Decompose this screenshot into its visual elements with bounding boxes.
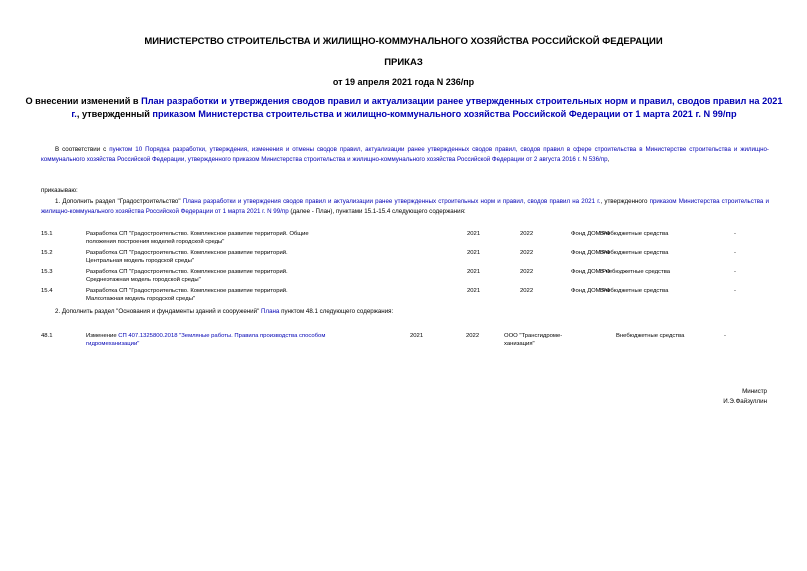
item-2-plan-link[interactable]: Плана bbox=[261, 308, 280, 315]
row-number: 15.3 bbox=[41, 269, 53, 275]
row-organization: Фонд ДОМ.РФ bbox=[571, 288, 611, 294]
row-funding: Внебюджетные средства bbox=[616, 333, 685, 339]
row-name: Разработка СП "Градостроительство. Комплексное развитие территорий. Общие положения построения моделей городской среды" bbox=[86, 231, 309, 246]
signature-name: И.Э.Файзуллин bbox=[723, 398, 767, 405]
row-dash: - bbox=[734, 250, 736, 256]
item-1-prefix: 1. Дополнить раздел "Градостроительство" bbox=[55, 198, 183, 205]
table-row bbox=[41, 332, 801, 354]
heading-prefix: О внесении изменений в bbox=[25, 96, 142, 106]
row-dash: - bbox=[734, 288, 736, 294]
row-number: 15.1 bbox=[41, 231, 53, 237]
row-funding: В небюджетные средства bbox=[600, 269, 671, 275]
row-start-year: 2021 bbox=[467, 250, 481, 256]
row-name: Разработка СП "Градостроительство. Комплексное развитие территорий. Малоэтажная модель городской среды" bbox=[86, 288, 288, 303]
row-dash: - bbox=[734, 269, 736, 275]
table-row bbox=[41, 230, 801, 248]
row-end-year: 2022 bbox=[520, 231, 534, 237]
plan-link[interactable]: План разработки и утверждения сводов правил и актуализации ранее утвержденных строительных норм и правил, сводов правил на 2021 г. bbox=[71, 96, 783, 119]
row-organization: Фонд ДОМ.РФ bbox=[571, 250, 611, 256]
basis-suffix: , bbox=[607, 155, 610, 163]
item-1-suffix: (далее - План), пунктами 15.1-15.4 следующего содержания: bbox=[288, 207, 466, 215]
row-funding: Внебюджетные средства bbox=[600, 250, 669, 256]
item-2-suffix: пунктом 48.1 следующего содержания: bbox=[279, 308, 394, 315]
item-1-middle: , утвержденного bbox=[600, 198, 650, 205]
row-name-prefix: Изменение bbox=[86, 333, 119, 339]
row-number: 15.4 bbox=[41, 288, 53, 294]
row-number: 48.1 bbox=[41, 333, 53, 339]
table-row bbox=[41, 287, 801, 305]
basis-prefix: В соответствии с bbox=[55, 146, 110, 153]
row-start-year: 2021 bbox=[467, 231, 481, 237]
row-organization: Фонд ДОМ.РФ bbox=[571, 231, 611, 237]
item-2-paragraph bbox=[55, 308, 393, 315]
row-start-year: 2021 bbox=[467, 288, 481, 294]
row-dash: - bbox=[724, 333, 726, 339]
order-99-link[interactable]: приказом Министерства строительства и жилищно-коммунального хозяйства Российской Федерации от 1 марта 2021 г. N 99/пр bbox=[152, 109, 737, 119]
procedure-link[interactable]: пунктом 10 Порядка разработки, утверждения, изменения и отмены сводов правил, актуализации ранее утвержденных сводов правил, сводов правил в сфере строительства в Министерстве строительства и жилищно-коммунального хозяйства Российской Федерации, утвержденного приказом Министерства строительства и жилищно-коммунального хозяйства Российской Федерации от 2 августа 2016 г. N 536/пр bbox=[41, 146, 769, 163]
row-start-year: 2021 bbox=[410, 333, 424, 339]
row-number: 15.2 bbox=[41, 250, 53, 256]
document-heading bbox=[24, 95, 784, 121]
heading-middle: , утвержденный bbox=[76, 109, 153, 119]
table-row bbox=[41, 268, 801, 286]
orders-word: приказываю: bbox=[41, 187, 78, 194]
row-end-year: 2022 bbox=[520, 269, 534, 275]
row-organization: ООО "Трансгидроме-ханизация" bbox=[504, 333, 563, 348]
row-name bbox=[86, 332, 366, 349]
basis-paragraph bbox=[41, 145, 769, 164]
document-date-number: от 19 апреля 2021 года N 236/пр bbox=[332, 77, 475, 87]
row-start-year: 2021 bbox=[467, 269, 481, 275]
table-row bbox=[41, 249, 801, 267]
row-end-year: 2022 bbox=[466, 333, 480, 339]
item-1-paragraph bbox=[41, 197, 769, 216]
row-end-year: 2022 bbox=[520, 288, 534, 294]
document-type: ПРИКАЗ bbox=[384, 57, 423, 68]
sp-407-link[interactable]: СП 407.1325800.2018 "Земляные работы. Правила производства способом гидромеханизации" bbox=[86, 333, 326, 348]
item-2-prefix: 2. Дополнить раздел "Основания и фундаменты зданий и сооружений" bbox=[55, 308, 262, 315]
row-dash: - bbox=[734, 231, 736, 237]
ministry-title: МИНИСТЕРСТВО СТРОИТЕЛЬСТВА И ЖИЛИЩНО-КОММУНАЛЬНОГО ХОЗЯЙСТВА РОССИЙСКОЙ ФЕДЕРАЦИИ bbox=[144, 36, 663, 47]
row-funding: Внебюджетные средства bbox=[600, 288, 669, 294]
row-end-year: 2022 bbox=[520, 250, 534, 256]
row-organization: Фонд ДОМ.РФ bbox=[571, 269, 611, 275]
row-name: Разработка СП "Градостроительство. Комплексное развитие территорий. Среднеэтажная модель городской среды" bbox=[86, 269, 288, 284]
row-funding: Внебюджетные средства bbox=[600, 231, 669, 237]
item-1-order-link[interactable]: приказом Министерства строительства и жилищно-коммунального хозяйства Российской Федерации от 1 марта 2021 г. N 99/пр bbox=[41, 198, 769, 215]
item-1-plan-link[interactable]: Плана разработки и утверждения сводов правил и актуализации ранее утвержденных строительных норм и правил, сводов правил на 2021 г. bbox=[182, 198, 601, 205]
signature-title: Министр bbox=[742, 388, 767, 395]
row-name: Разработка СП "Градостроительство. Комплексное развитие территорий. Центральная модель городской среды" bbox=[86, 250, 288, 265]
